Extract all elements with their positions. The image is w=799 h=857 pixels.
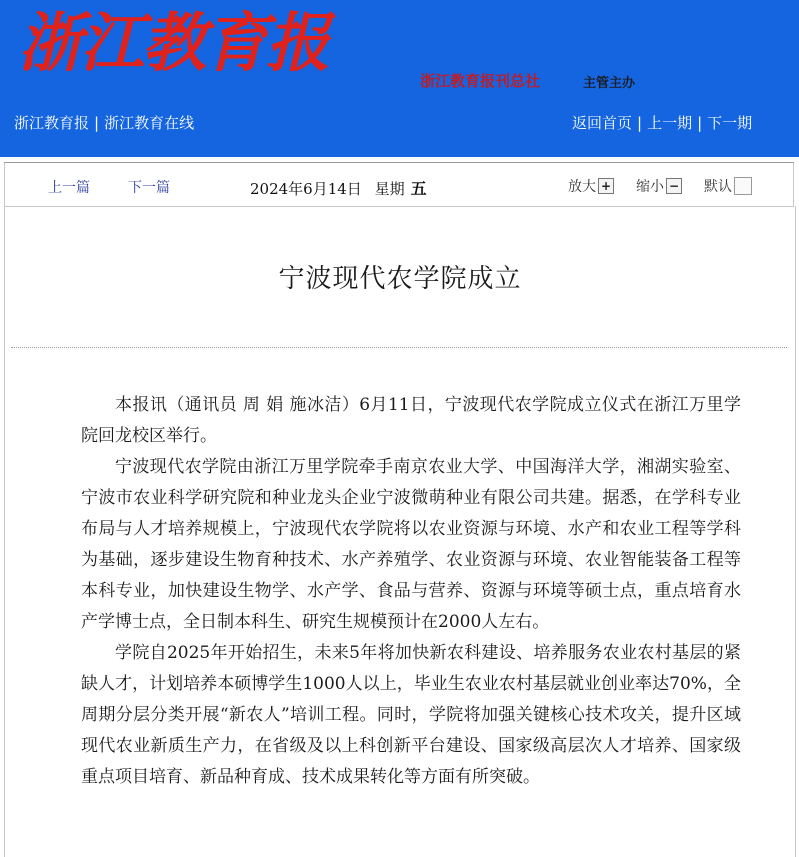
zoom-default-label: 默认 <box>704 179 732 195</box>
nav-link-prev-issue[interactable]: 上一期 <box>647 114 693 132</box>
toolbar-border-right <box>793 163 794 206</box>
checkbox-icon <box>734 177 752 195</box>
issue-date <box>250 176 427 199</box>
date-text: 2024年6月14日 <box>250 180 362 198</box>
publisher-name: 浙江教育报刊总社 <box>420 72 541 90</box>
article-container <box>4 206 796 857</box>
header-nav-left <box>14 112 194 133</box>
nav-separator: | <box>94 114 100 132</box>
title-divider <box>11 347 787 348</box>
next-article-link[interactable]: 下一篇 <box>128 180 170 196</box>
zoom-in-button[interactable] <box>568 176 614 196</box>
nav-separator: | <box>637 114 643 132</box>
nav-link-home[interactable]: 返回首页 <box>572 114 633 132</box>
article-paragraph: 宁波现代农学院由浙江万里学院牵手南京农业大学、中国海洋大学，湘湖实验室、宁波市农业科学研究院和种业龙头企业宁波微萌种业有限公司共建。据悉，在学科专业布局与人才培养规模上，宁波现代农学院将以农业资源与环境、水产和农业工程等学科为基础，逐步建设生物育种技术、水产养殖学、农业资源与环境、农业智能装备工程等本科专业，加快建设生物学、水产学、食品与营养、资源与环境等硕士点，重点培育水产学博士点，全日制本科生、研究生规模预计在2000人左右。 <box>81 457 741 632</box>
site-header <box>0 0 799 157</box>
article-paragraph: 学院自2025年开始招生，未来5年将加快新农科建设、培养服务农业农村基层的紧缺人才，计划培养本硕博学生1000人以上，毕业生农业农村基层就业创业率达70%，全周期分层分类开展“新农人”培训工程。同时，学院将加强关键核心技术攻关，提升区域现代农业新质生产力，在省级及以上科创新平台建设、国家级高层次人才培养、国家级重点项目培育、新品种育成、技术成果转化等方面有所突破。 <box>81 643 741 787</box>
zoom-default-button[interactable] <box>704 176 752 196</box>
zoom-out-label: 缩小 <box>636 179 664 195</box>
nav-link-next-issue[interactable]: 下一期 <box>707 114 753 132</box>
newspaper-logo[interactable]: 浙江教育报 <box>18 6 328 81</box>
minus-icon: − <box>666 178 682 194</box>
nav-separator: | <box>697 114 703 132</box>
plus-icon: + <box>598 178 614 194</box>
article-body <box>81 390 741 793</box>
zoom-in-label: 放大 <box>568 179 596 195</box>
zoom-out-button[interactable] <box>636 176 682 196</box>
article-toolbar <box>4 162 794 207</box>
article-paragraph: 本报讯（通讯员 周 娟 施冰洁）6月11日，宁波现代农学院成立仪式在浙江万里学院回龙校区举行。 <box>81 395 741 446</box>
weekday-value: 五 <box>410 179 427 198</box>
prev-article-link[interactable]: 上一篇 <box>48 180 90 196</box>
weekday-label: 星期 <box>374 180 405 198</box>
sponsor-label: 主管主办 <box>583 76 636 91</box>
nav-link-online[interactable]: 浙江教育在线 <box>104 114 195 132</box>
nav-link-newspaper[interactable]: 浙江教育报 <box>14 114 90 132</box>
toolbar-border-left <box>4 163 5 206</box>
header-nav-right <box>572 112 752 133</box>
article-title: 宁波现代农学院成立 <box>278 264 522 294</box>
